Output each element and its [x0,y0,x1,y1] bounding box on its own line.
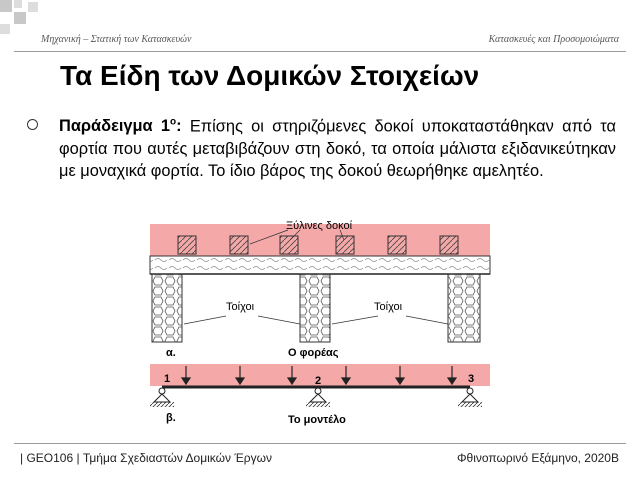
node-2: 2 [315,375,322,387]
bullet-circle-icon [27,119,38,130]
leader-line [406,316,448,324]
node-1: 1 [164,373,171,385]
label-walls-left: Τοίχοι [226,301,255,313]
label-a: α. [166,347,176,359]
label-beams: Ξύλινες δοκοί [286,220,353,232]
walls [152,274,480,342]
footer-right: Φθινοπωρινό Εξάμηνο, 2020Β [456,451,619,465]
bullet-paragraph [59,112,616,183]
corner-decoration [0,0,12,12]
supports [150,388,482,407]
slide-title: Τα Είδη των Δομικών Στοιχείων [60,60,480,91]
bullet-lead-colon: : [176,117,182,136]
label-walls-right: Τοίχοι [374,301,403,313]
bullet-lead-sup: ο [170,117,177,128]
label-b: β. [166,412,176,424]
bullet-lead [59,117,182,135]
header-left: Μηχανική – Στατική των Κατασκευών [41,34,192,45]
label-carrier: Ο φορέας [288,347,339,359]
corner-decoration [14,0,22,8]
corner-decoration [0,24,10,34]
bullet-text: Επίσης οι στηριζόμενες δοκοί υποκαταστάθηκαν από τα φορτία που αυτές μεταβιβάζουν στη δοκό, τα οποία μάλιστα εξιδανικεύτηκαν με μοναχικά φορτία. Το ίδιο βάρος της δοκού θεωρήθηκε αμελητέο. [59,117,617,181]
bullet-lead-text: Παράδειγμα 1 [59,117,171,136]
leader-line [332,316,378,324]
corner-decoration [28,2,38,12]
structure-diagram [140,216,500,431]
footer-divider [14,443,626,444]
leader-line [258,316,300,324]
label-model: Το μοντέλο [288,414,346,426]
header-right: Κατασκευές και Προσομοιώματα [488,34,619,45]
node-3: 3 [468,373,475,385]
header-divider [14,51,626,52]
corner-decoration [14,12,26,24]
footer-left: | GEO106 | Τμήμα Σχεδιαστών Δομικών Έργων [20,451,272,465]
slab [150,256,490,274]
leader-line [184,316,226,324]
structure-figure [140,216,500,431]
